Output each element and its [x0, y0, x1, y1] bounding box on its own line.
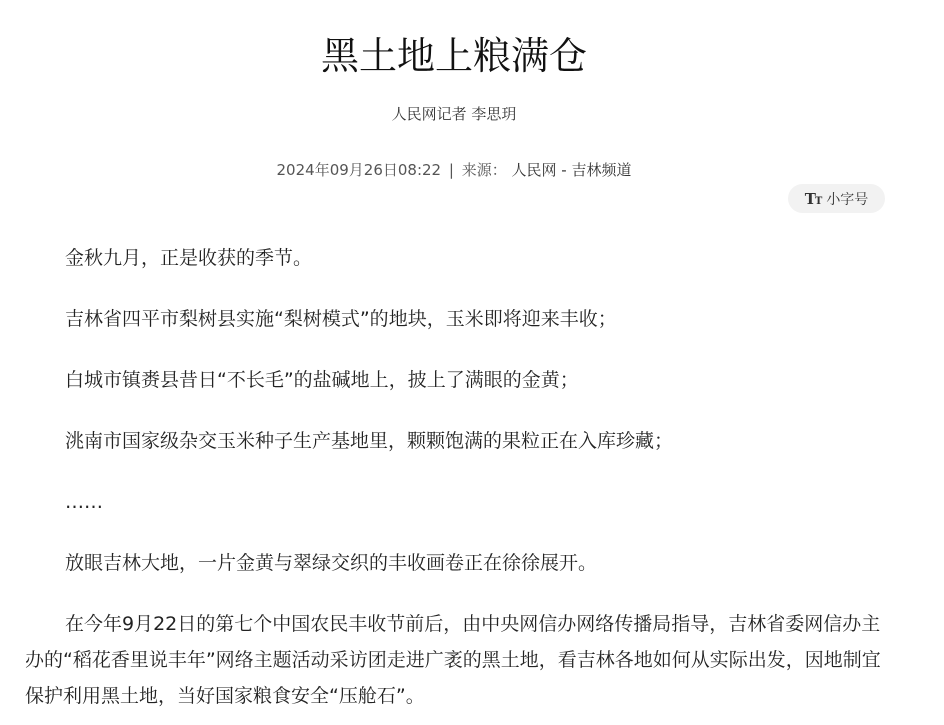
source-link[interactable]: 人民网 - 吉林频道	[511, 161, 632, 179]
font-size-icon: TT	[804, 189, 823, 208]
article-paragraph: 金秋九月，正是收获的季节。	[65, 247, 313, 269]
article-paragraph: 吉林省四平市梨树县实施“梨树模式”的地块，玉米即将迎来丰收；	[65, 308, 617, 330]
article-paragraph: 在今年9月22日的第七个中国农民丰收节前后，由中央网信办网络传播局指导，吉林省委网信办主办的“稻花香里说丰年”网络主题活动采访团走进广袤的黑土地，看吉林各地如何从实际出发，因地制宜保护利用黑土地，当好国家粮食安全“压舱石”。	[25, 613, 881, 707]
article-author: 人民网记者 李思玥	[391, 105, 517, 123]
article-paragraph: ……	[65, 491, 103, 513]
article-paragraph: 洮南市国家级杂交玉米种子生产基地里，颗颗饱满的果粒正在入库珍藏；	[65, 430, 674, 452]
article-paragraph: 放眼吉林大地，一片金黄与翠绿交织的丰收画卷正在徐徐展开。	[65, 552, 598, 574]
font-size-toggle-label: 小字号	[826, 191, 869, 208]
publish-datetime: 2024年09月26日08:22	[276, 161, 442, 179]
article-title: 黑土地上粮满仓	[320, 34, 587, 78]
article-body	[25, 240, 890, 714]
font-size-toggle-button[interactable]	[788, 184, 885, 213]
source-label: 来源：	[461, 161, 507, 179]
meta-separator: |	[448, 161, 454, 179]
article-paragraph: 白城市镇赉县昔日“不长毛”的盐碱地上，披上了满眼的金黄；	[65, 369, 579, 391]
article-meta	[0, 159, 908, 181]
